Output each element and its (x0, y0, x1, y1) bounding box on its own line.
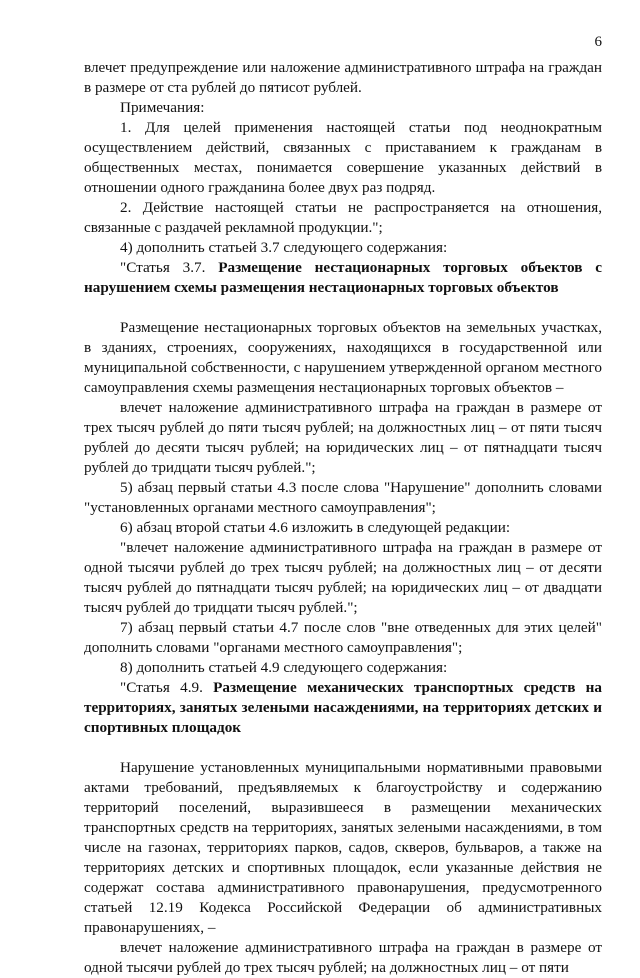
paragraph: 1. Для целей применения настоящей статьи под неоднократным осуществлением действий, связанных с приставанием к гражданам в общественных местах, понимается совершение указанных действий в отношении одного гражданина более двух раз подряд. (84, 119, 602, 196)
paragraph: влечет предупреждение или наложение административного штрафа на граждан в размере от ста рублей до пятисот рублей. (84, 59, 602, 96)
document-body (84, 58, 602, 978)
article-heading (84, 258, 602, 298)
paragraph: 6) абзац второй статьи 4.6 изложить в следующей редакции: (120, 519, 511, 536)
paragraph: влечет наложение административного штрафа на граждан в размере от одной тысячи рублей до трех тысяч рублей; на должностных лиц – от пяти (84, 939, 602, 976)
paragraph: "влечет наложение административного штрафа на граждан в размере от одной тысячи рублей до трех тысяч рублей; на должностных лиц – от десяти тысяч рублей до пятнадцати тысяч рублей; на юридических лиц – от двадцати тысяч рублей до тридцати тысяч рублей."; (84, 539, 602, 616)
article-number: "Статья 4.9. (120, 679, 214, 696)
paragraph-gap (84, 738, 602, 758)
paragraph: 7) абзац первый статьи 4.7 после слов "вне отведенных для этих целей" дополнить словами "органами местного самоуправления"; (84, 619, 602, 656)
paragraph: 8) дополнить статьей 4.9 следующего содержания: (120, 659, 448, 676)
paragraph: 5) абзац первый статьи 4.3 после слова "Нарушение" дополнить словами "установленных органами местного самоуправления"; (84, 479, 602, 516)
paragraph: Размещение нестационарных торговых объектов на земельных участках, в зданиях, строениях, сооружениях, находящихся в государственной или муниципальной собственности, с нарушением утвержденной органом местного самоуправления схемы размещения нестационарных торговых объектов – (84, 319, 602, 396)
article-heading (84, 678, 602, 738)
paragraph: 2. Действие настоящей статьи не распространяется на отношения, связанные с раздачей рекламной продукции."; (84, 199, 602, 236)
article-number: "Статья 3.7. (120, 259, 219, 276)
paragraph-gap (84, 298, 602, 318)
paragraph: 4) дополнить статьей 3.7 следующего содержания: (120, 239, 448, 256)
paragraph: влечет наложение административного штрафа на граждан в размере от трех тысяч рублей до пяти тысяч рублей; на должностных лиц – от пяти тысяч рублей до десяти тысяч рублей; на юридических лиц – от пятнадцати тысяч рублей до тридцати тысяч рублей."; (84, 399, 602, 476)
paragraph: Примечания: (120, 99, 205, 116)
page-number: 6 (594, 34, 602, 50)
paragraph: Нарушение установленных муниципальными нормативными правовыми актами требований, предъявляемых к благоустройству и содержанию территорий поселений, выразившееся в размещении механических транспортных средств на территориях, занятых зелеными насаждениями, в том числе на газонах, территориях парков, садов, скверов, бульваров, а также на территориях детских и спортивных площадок, если указанные действия не содержат состава административного правонарушения, предусмотренного статьей 12.19 Кодекса Российской Федерации об административных правонарушениях, – (84, 759, 602, 936)
article-title: Размещение механических транспортных средств на территориях, занятых зелеными насаждениями, на территориях детских и спортивных площадок (84, 679, 602, 736)
article-title: Размещение нестационарных торговых объектов с нарушением схемы размещения нестационарных торговых объектов (84, 259, 602, 296)
